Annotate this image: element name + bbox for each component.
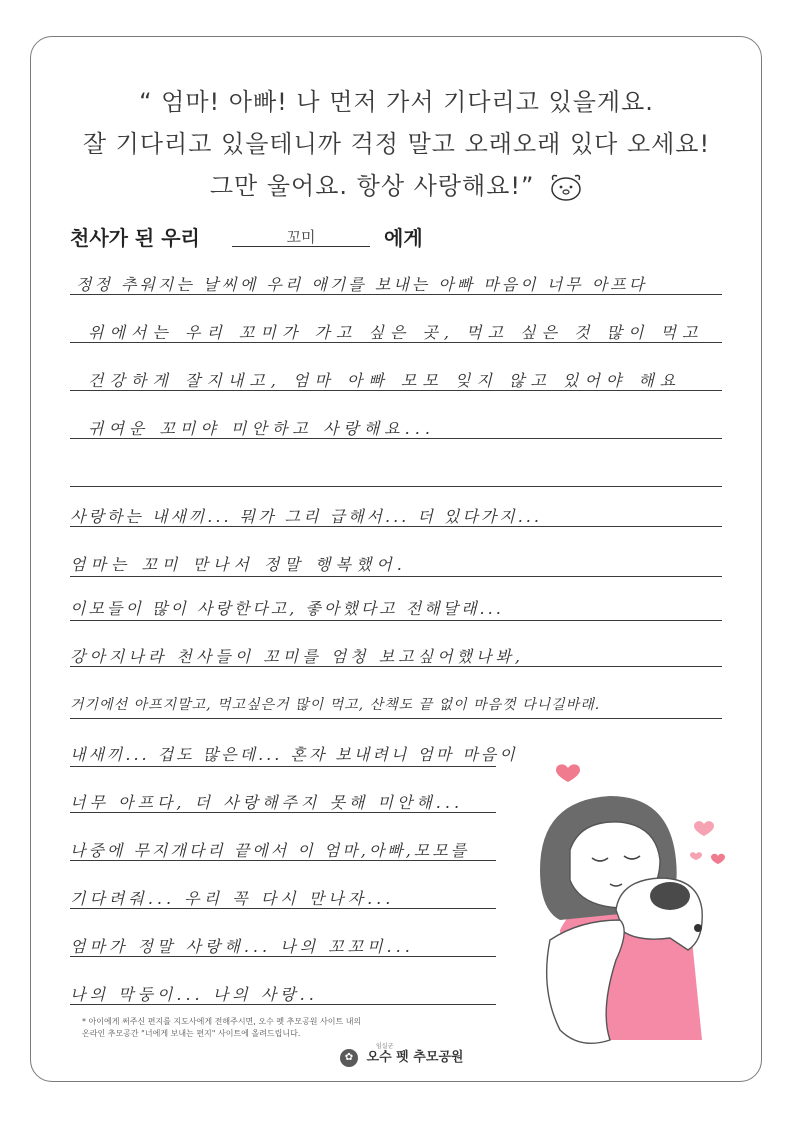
letter-line: 귀여운 꼬미야 미안하고 사랑해요... — [88, 419, 435, 438]
footnote-line-1: * 아이에게 써주신 편지를 지도사에게 전해주시면, 오수 펫 추모공원 사이트 내의 — [82, 1017, 362, 1026]
letter-line: 거기에선 아프지말고, 먹고싶은거 많이 먹고, 산책도 끝 없이 마음껏 다니길바래. — [70, 697, 601, 713]
letter-line: 사랑하는 내새끼... 뭐가 그리 급해서... 더 있다가지... — [70, 507, 542, 526]
letter-line: 강아지나라 천사들이 꼬미를 엄청 보고싶어했나봐, — [70, 647, 525, 666]
letter-line: 나중에 무지개다리 끝에서 이 엄마,아빠,모모를 — [70, 841, 470, 860]
park-logo — [340, 1046, 464, 1067]
letter-line: 너무 아프다, 더 사랑해주지 못해 미안해... — [70, 793, 464, 812]
letter-rule — [70, 576, 722, 577]
letter-line: 나의 막둥이... 나의 사랑.. — [70, 985, 318, 1004]
letter-line: 정정 추워지는 날씨에 우리 애기를 보내는 아빠 마음이 너무 아프다 — [76, 275, 648, 294]
letter-line: 엄마가 정말 사랑해... 나의 꼬꼬미... — [70, 937, 414, 956]
letter-line: 이모들이 많이 사랑한다고, 좋아했다고 전해달래... — [70, 599, 504, 618]
letter-rule — [70, 766, 496, 767]
letter-rule — [70, 620, 722, 621]
letter-rule — [70, 486, 722, 487]
quote-line-3-text: 그만 울어요. 항상 사랑해요!” — [209, 172, 535, 200]
letter-line: 내새끼... 겁도 많은데... 혼자 보내려니 엄마 마음이 — [70, 745, 518, 764]
bear-face-icon — [549, 172, 583, 202]
salutation-prefix: 천사가 된 우리 — [70, 226, 200, 250]
footnote — [82, 1016, 462, 1040]
name-underline — [232, 246, 370, 247]
pet-name: 꼬미 — [286, 228, 316, 246]
paw-logo-icon: ✿ — [340, 1049, 358, 1067]
hugging-dog-illustration — [520, 760, 750, 1050]
footnote-line-2: 온라인 추모공간 "너에게 보내는 편지" 사이트에 올려드립니다. — [82, 1029, 301, 1038]
heart-icon — [556, 764, 580, 782]
park-name: 오수 펫 추모공원 — [366, 1050, 464, 1065]
letter-line: 기다려줘... 우리 꼭 다시 만나자... — [70, 889, 395, 908]
quote-line-2: 잘 기다리고 있을테니까 걱정 말고 오래오래 있다 오세요! — [82, 130, 711, 158]
letter-line: 엄마는 꼬미 만나서 정말 행복했어. — [70, 555, 407, 574]
letter-rule — [70, 718, 722, 719]
salutation-suffix: 에게 — [384, 226, 423, 250]
heart-icon — [694, 821, 714, 836]
quote-line-1: “ 엄마! 아빠! 나 먼저 가서 기다리고 있을게요. — [139, 88, 654, 116]
heart-icon — [690, 852, 702, 860]
letter-line: 위에서는 우리 꼬미가 가고 싶은 곳, 먹고 싶은 것 많이 먹고 — [88, 323, 704, 342]
logo-region: 임실군 — [376, 1043, 394, 1050]
letter-line: 건강하게 잘지내고, 엄마 아빠 모모 잊지 않고 있어야 해요 — [88, 371, 682, 390]
quote-line-3 — [0, 166, 793, 202]
heart-icon — [711, 854, 725, 864]
